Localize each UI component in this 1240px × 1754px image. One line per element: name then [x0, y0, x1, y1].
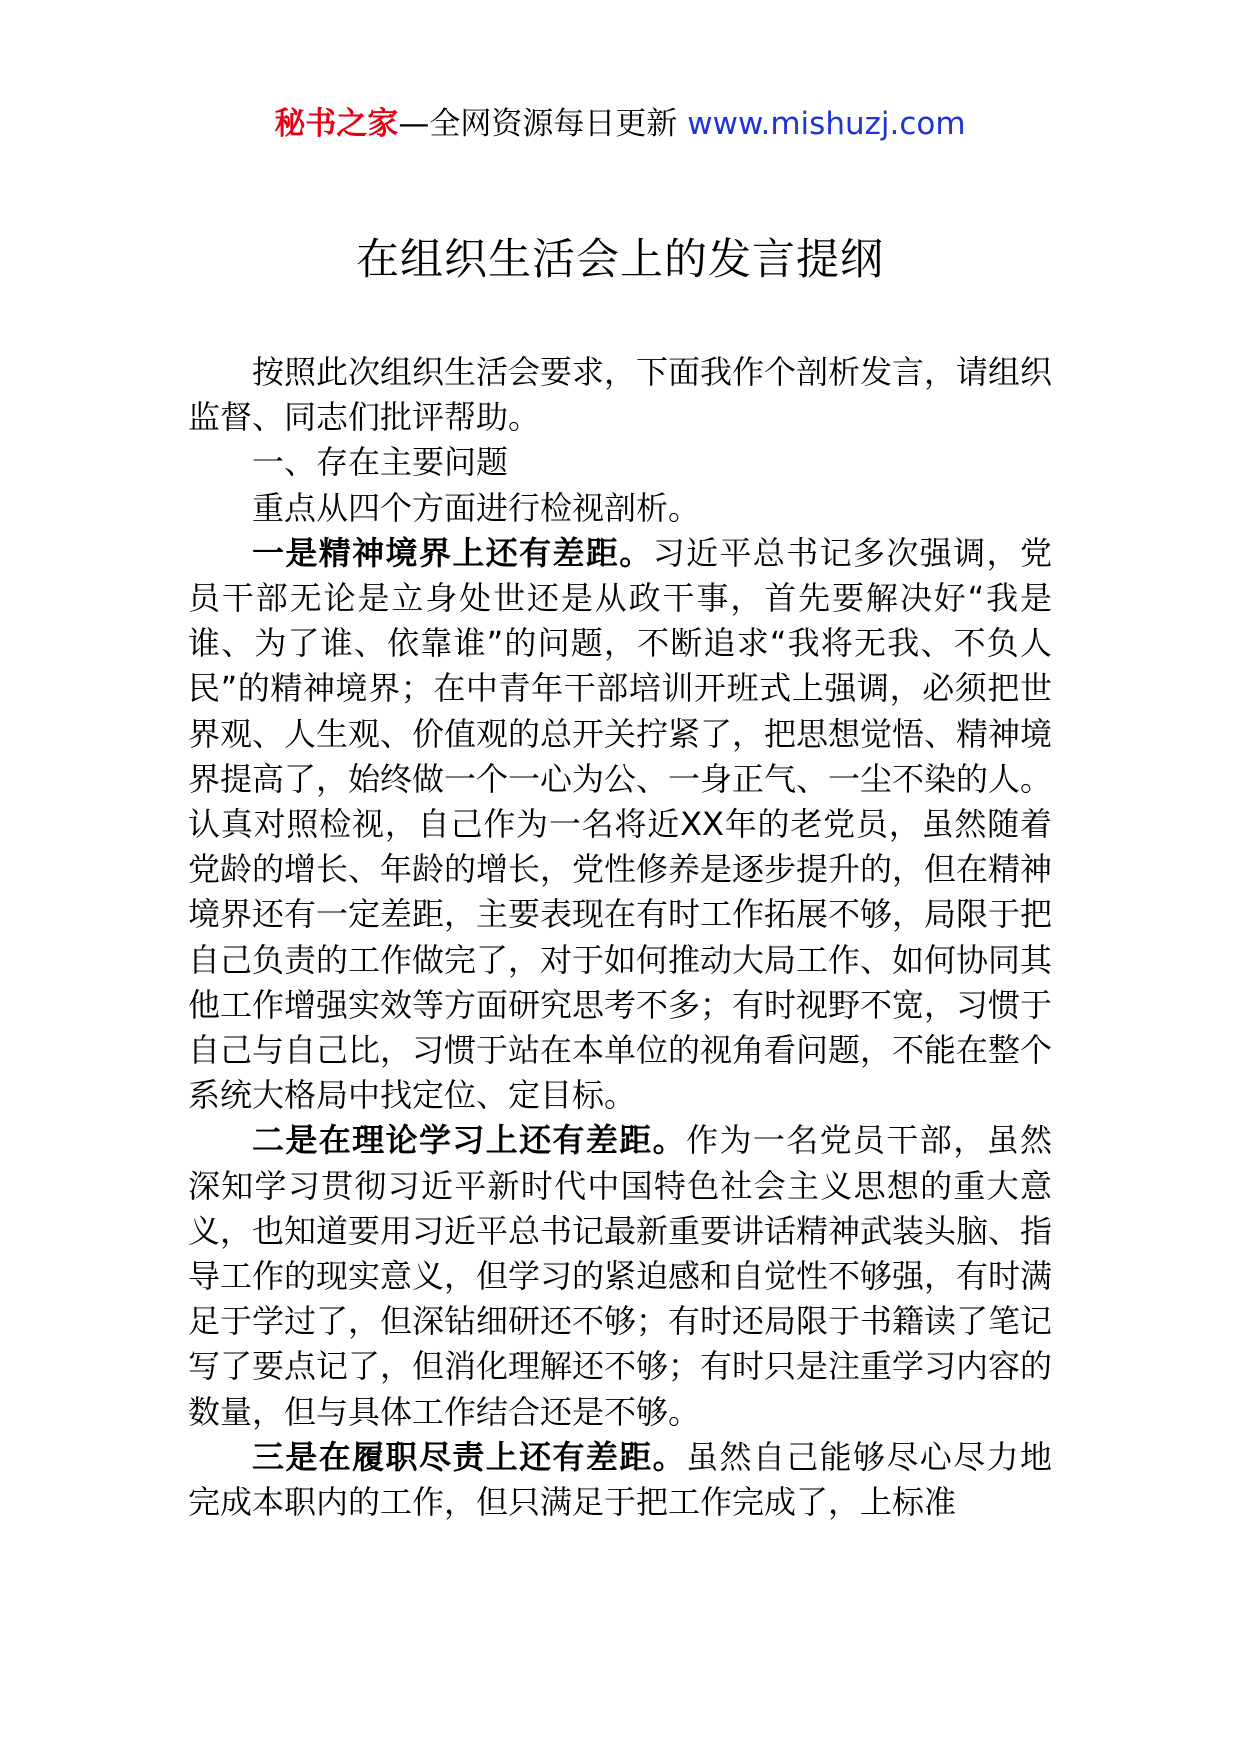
- point-3-lead: 三是在履职尽责上还有差距。: [252, 1437, 687, 1476]
- point-2-text: 作为一名党员干部，虽然深知学习贯彻习近平新时代中国特色社会主义思想的重大意义，也知道要用习近平总书记最新重要讲话精神武装头脑、指导工作的现实意义，但学习的紧迫感和自觉性不够强，有时满足于学过了，但深钻细研还不够；有时还局限于书籍读了笔记写了要点记了，但消化理解还不够；有时只是注重学习内容的数量，但与具体工作结合还是不够。: [188, 1121, 1053, 1431]
- header-tagline: —全网资源每日更新: [398, 106, 688, 142]
- paragraph-focus: 重点从四个方面进行检视剖析。: [252, 488, 701, 527]
- paragraph-point-2: [188, 1118, 1052, 1434]
- paragraph-point-3: [188, 1435, 1052, 1525]
- point-1-text: 习近平总书记多次强调，党员干部无论是立身处世还是从政干事，首先要解决好“我是谁、为了谁、依靠谁”的问题，不断追求“我将无我、不负人民”的精神境界；在中青年干部培训开班式上强调，必须把世界观、人生观、价值观的总开关拧紧了，把思想觉悟、精神境界提高了，始终做一个一心为公、一身正气、一尘不染的人。认真对照检视，自己作为一名将近XX年的老党员，虽然随着党龄的增长、年龄的增长，党性修养是逐步提升的，但在精神境界还有一定差距，主要表现在有时工作拓展不够，局限于把自己负责的工作做完了，对于如何推动大局工作、如何协同其他工作增强实效等方面研究思考不多；有时视野不宽，习惯于自己与自己比，习惯于站在本单位的视角看问题，不能在整个系统大格局中找定位、定目标。: [188, 533, 1053, 1115]
- point-1-lead: 一是精神境界上还有差距。: [252, 533, 653, 572]
- section-heading-1: 一、存在主要问题: [252, 443, 509, 482]
- document-body: [188, 350, 1052, 1525]
- site-header: [0, 100, 1240, 148]
- point-2-lead: 二是在理论学习上还有差距。: [252, 1121, 687, 1160]
- header-url[interactable]: www.mishuzj.com: [687, 106, 966, 142]
- document-title: 在组织生活会上的发言提纲: [356, 235, 884, 285]
- header-brand: 秘书之家: [274, 106, 399, 142]
- point-3-text: 虽然自己能够尽心尽力地完成本职内的工作，但只满足于把工作完成了，上标准: [188, 1437, 1052, 1522]
- paragraph-intro: 按照此次组织生活会要求，下面我作个剖析发言，请组织监督、同志们批评帮助。: [188, 353, 1053, 437]
- paragraph-point-1: [188, 531, 1052, 1119]
